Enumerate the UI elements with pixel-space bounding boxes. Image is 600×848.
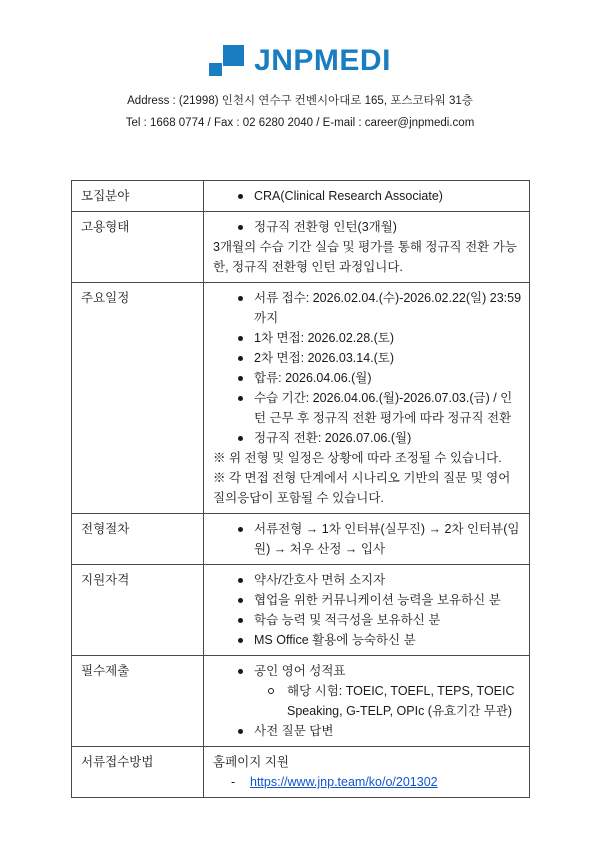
table-row (72, 181, 530, 212)
bullet-item (213, 186, 523, 206)
row-label: 모집분야 (72, 181, 204, 212)
bullet-item (213, 368, 523, 388)
text-line (213, 468, 523, 508)
row-content (204, 283, 530, 514)
line-text: 2차 면접: 2026.03.14.(토) (254, 351, 395, 365)
row-content (204, 747, 530, 798)
bullet-item (213, 328, 523, 348)
line-text: 협업을 위한 커뮤니케이션 능력을 보유하신 분 (254, 593, 501, 607)
bullet-icon (238, 527, 243, 532)
text-line (213, 448, 523, 468)
line-text: 해당 시험: TOEIC, TOEFL, TEPS, TOEIC Speaking, G-TELP, OPIc (유효기간 무관) (287, 684, 515, 718)
row-label: 주요일정 (72, 283, 204, 514)
row-content (204, 514, 530, 565)
row-content (204, 656, 530, 747)
line-text: ※ 위 전형 및 일정은 상황에 따라 조정될 수 있습니다. (213, 451, 502, 465)
line-text: 정규직 전환형 인턴(3개월) (254, 220, 397, 234)
link-item (213, 772, 523, 792)
bullet-icon (238, 436, 243, 441)
bullet-item (213, 590, 523, 610)
line-text: 홈페이지 지원 (213, 755, 289, 769)
line-text: 사전 질문 답변 (254, 724, 334, 738)
text-line (213, 752, 523, 772)
line-text: 공인 영어 성적표 (254, 664, 346, 678)
table-body (72, 181, 530, 798)
bullet-icon (238, 729, 243, 734)
job-posting-table (71, 180, 530, 798)
row-content (204, 181, 530, 212)
table-row (72, 656, 530, 747)
table-row (72, 514, 530, 565)
bullet-icon (238, 376, 243, 381)
bullet-icon (238, 598, 243, 603)
bullet-item (213, 217, 523, 237)
company-contact-block (0, 90, 600, 134)
line-text: 서류 접수: 2026.02.04.(수)-2026.02.22(일) 23:59까지 (254, 291, 522, 325)
line-text: 합류: 2026.04.06.(월) (254, 371, 372, 385)
bullet-icon (238, 396, 243, 401)
line-text: 수습 기간: 2026.04.06.(월)-2026.07.03.(금) / 인턴 근무 후 정규직 전환 평가에 따라 정규직 전환 (254, 391, 513, 425)
bullet-item (213, 610, 523, 630)
line-text: CRA(Clinical Research Associate) (254, 189, 443, 203)
row-content (204, 565, 530, 656)
address-line: Address : (21998) 인천시 연수구 컨벤시아대로 165, 포스코타워 31층 (127, 95, 473, 107)
bullet-icon (238, 638, 243, 643)
logo-squares-icon (209, 45, 245, 79)
line-text: ※ 각 면접 전형 단계에서 시나리오 기반의 질문 및 영어 질의응답이 포함될 수 있습니다. (213, 471, 511, 505)
bullet-icon (238, 296, 243, 301)
bullet-icon (238, 336, 243, 341)
bullet-icon (238, 578, 243, 583)
row-label: 고용형태 (72, 212, 204, 283)
line-text: 정규직 전환: 2026.07.06.(월) (254, 431, 412, 445)
line-text: 3개월의 수습 기간 실습 및 평가를 통해 정규직 전환 가능한, 정규직 전환형 인턴 과정입니다. (213, 240, 517, 274)
row-label: 지원자격 (72, 565, 204, 656)
line-text: 서류전형 → 1차 인터뷰(실무진) → 2차 인터뷰(임원) → 처우 산정 → 입사 (254, 522, 520, 556)
line-text: 1차 면접: 2026.02.28.(토) (254, 331, 395, 345)
bullet-icon (238, 225, 243, 230)
table-row (72, 212, 530, 283)
contact-line: Tel : 1668 0774 / Fax : 02 6280 2040 / E-mail : career@jnpmedi.com (125, 117, 475, 129)
bullet-item (213, 388, 523, 428)
dash-marker: - (231, 775, 236, 789)
row-label: 전형절차 (72, 514, 204, 565)
company-logo (0, 43, 600, 79)
row-content (204, 212, 530, 283)
table-row (72, 283, 530, 514)
sub-bullet-item (213, 681, 523, 721)
line-text: 학습 능력 및 적극성을 보유하신 분 (254, 613, 441, 627)
bullet-item (213, 630, 523, 650)
bullet-icon (238, 194, 243, 199)
application-link[interactable]: https://www.jnp.team/ko/o/201302 (250, 775, 438, 789)
bullet-icon (238, 669, 243, 674)
bullet-item (213, 519, 523, 559)
bullet-item (213, 348, 523, 368)
text-line (213, 237, 523, 277)
hollow-bullet-icon (268, 688, 274, 694)
logo-square-small (209, 63, 222, 76)
row-label: 필수제출 (72, 656, 204, 747)
table-row (72, 565, 530, 656)
bullet-item (213, 428, 523, 448)
line-text: MS Office 활용에 능숙하신 분 (254, 633, 416, 647)
logo-text: JNPMEDI (254, 44, 391, 77)
bullet-item (213, 661, 523, 681)
logo-square-large (223, 45, 244, 66)
bullet-item (213, 721, 523, 741)
bullet-icon (238, 618, 243, 623)
bullet-icon (238, 356, 243, 361)
table-row (72, 747, 530, 798)
row-label: 서류접수방법 (72, 747, 204, 798)
bullet-item (213, 288, 523, 328)
line-text: 약사/간호사 면허 소지자 (254, 573, 386, 587)
bullet-item (213, 570, 523, 590)
